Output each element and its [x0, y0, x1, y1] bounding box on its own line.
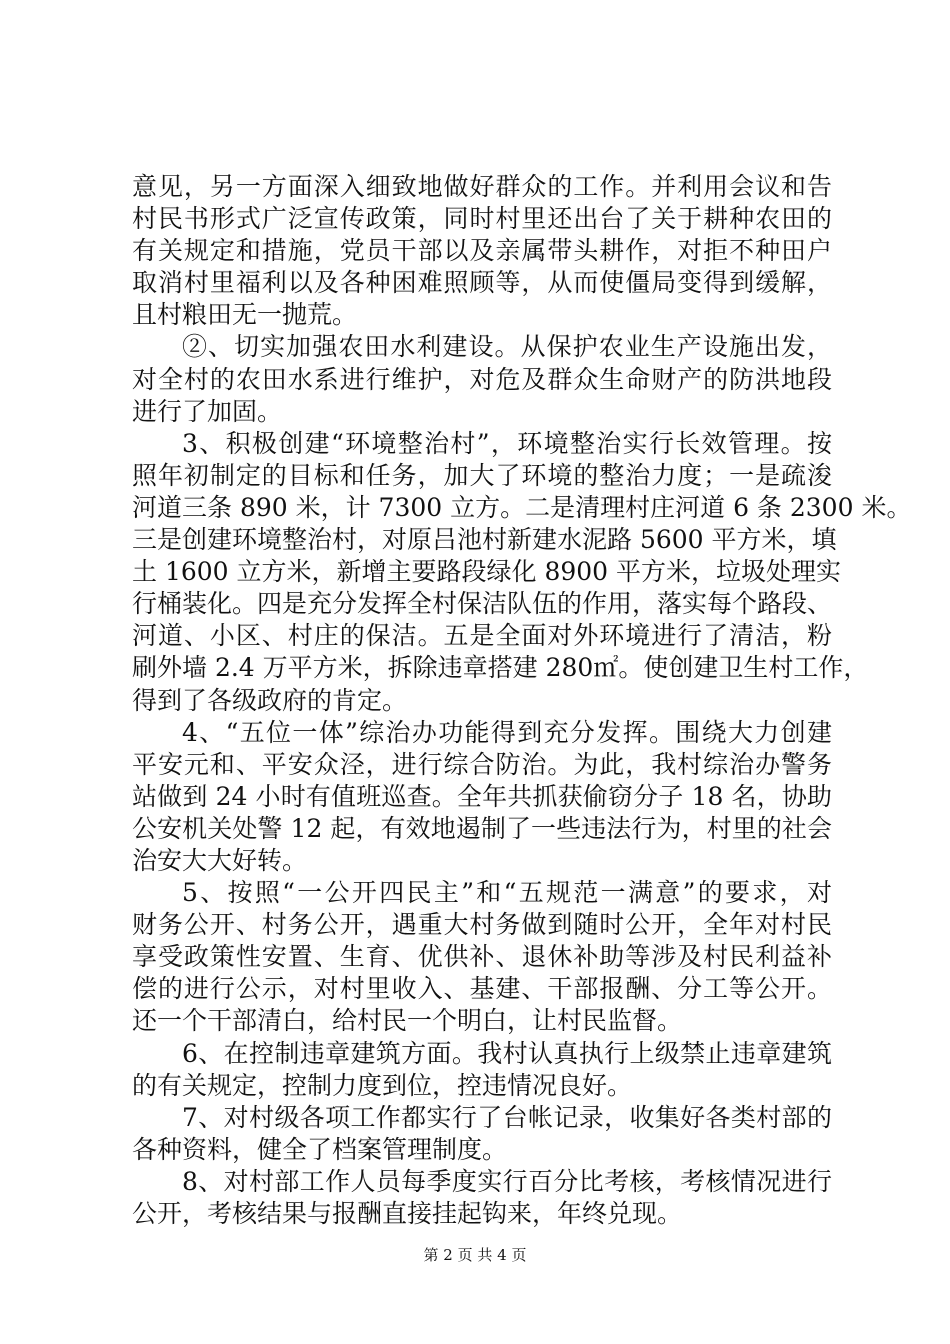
text-line: 治安大大好转。: [132, 845, 308, 875]
text-line: 还一个干部清白，给村民一个明白，让村民监督。: [132, 1006, 683, 1036]
text-line: 公开，考核结果与报酬直接挂起钩来，年终兑现。: [132, 1199, 683, 1228]
paragraph: [132, 171, 832, 331]
text-line: 河道、小区、村庄的保洁。五是全面对外环境进行了清洁，粉: [132, 621, 832, 651]
text-line: 意见，另一方面深入细致地做好群众的工作。并利用会议和告: [132, 172, 832, 201]
page-footer: 第 2 页 共 4 页: [423, 1246, 527, 1264]
text-line: 照年初制定的目标和任务，加大了环境的整治力度；一是疏浚: [132, 460, 832, 490]
text-line: 享受政策性安置、生育、优供补、退休补助等涉及村民利益补: [132, 942, 832, 972]
document-body: [132, 171, 912, 1230]
text-line: 有关规定和措施，党员干部以及亲属带头耕作，对拒不种田户: [132, 236, 832, 266]
text-line: 三是创建环境整治村，对原吕池村新建水泥路 5600 平方米，填: [132, 525, 837, 555]
text-line: 3、积极创建“环境整治村”，环境整治实行长效管理。按: [182, 428, 832, 458]
text-line: 财务公开、村务公开，遇重大村务做到随时公开，全年对村民: [132, 910, 832, 940]
text-line: 4、“五位一体”综治办功能得到充分发挥。围绕大力创建: [182, 717, 832, 747]
text-line: 5、按照“一公开四民主”和“五规范一满意”的要求，对: [182, 878, 832, 908]
text-line: 行桶装化。四是充分发挥全村保洁队伍的作用，落实每个路段、: [132, 589, 833, 619]
paragraph: [132, 1038, 832, 1102]
text-line: 的有关规定，控制力度到位，控违情况良好。: [132, 1070, 633, 1100]
text-line: 站做到 24 小时有值班巡查。全年共抓获偷窃分子 18 名，协助: [132, 781, 832, 811]
text-line: 对全村的农田水系进行维护，对危及群众生命财产的防洪地段: [132, 364, 832, 394]
text-line: ②、切实加强农田水利建设。从保护农业生产设施出发，: [182, 332, 832, 362]
text-line: 平安元和、平安众泾，进行综合防治。为此，我村综治办警务: [132, 749, 832, 779]
text-line: 7、对村级各项工作都实行了台帐记录，收集好各类村部的: [182, 1102, 832, 1132]
paragraph: [132, 1166, 832, 1230]
paragraph: [132, 331, 832, 427]
text-line: 6、在控制违章建筑方面。我村认真执行上级禁止违章建筑: [182, 1038, 832, 1068]
text-line: 且村粮田无一抛荒。: [132, 300, 358, 330]
paragraph: [132, 877, 832, 1037]
text-line: 取消村里福利以及各种困难照顾等，从而使僵局变得到缓解，: [132, 268, 832, 298]
text-line: 偿的进行公示，对村里收入、基建、干部报酬、分工等公开。: [132, 974, 832, 1004]
text-line: 土 1600 立方米，新增主要路段绿化 8900 平方米，垃圾处理实: [132, 557, 842, 587]
text-line: 得到了各级政府的肯定。: [132, 685, 408, 715]
paragraph: [132, 428, 912, 717]
paragraph: [132, 717, 832, 877]
text-line: 公安机关处警 12 起，有效地遏制了一些违法行为，村里的社会: [132, 813, 832, 843]
text-line: 村民书形式广泛宣传政策，同时村里还出台了关于耕种农田的: [132, 204, 832, 234]
text-line: 各种资料，健全了档案管理制度。: [132, 1134, 508, 1164]
text-line: 进行了加固。: [132, 396, 283, 426]
text-line: 8、对村部工作人员每季度实行百分比考核，考核情况进行: [182, 1166, 832, 1196]
text-line: 河道三条 890 米，计 7300 立方。二是清理村庄河道 6 条 2300 米。: [132, 492, 912, 522]
paragraph: [132, 1102, 832, 1166]
text-line: 刷外墙 2.4 万平方米，拆除违章搭建 280㎡。使创建卫生村工作，: [132, 653, 869, 683]
